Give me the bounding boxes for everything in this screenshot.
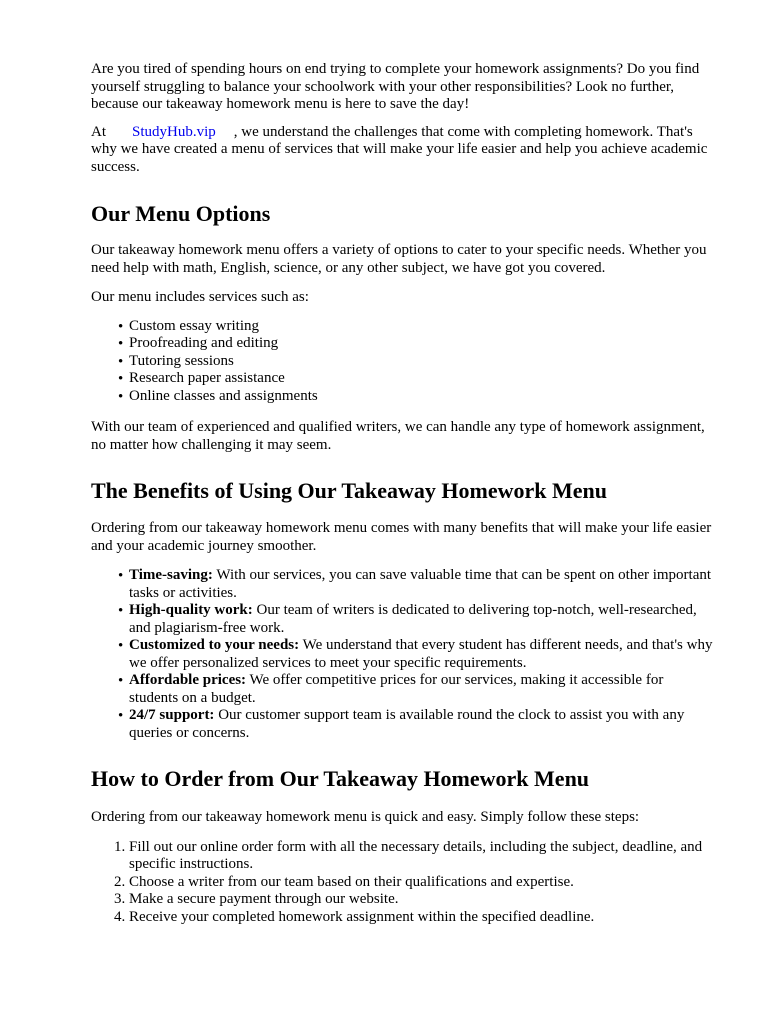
list-item <box>118 602 716 637</box>
benefits-intro-paragraph: Ordering from our takeaway homework menu comes with many benefits that will make your life easier and your academic journey smoother. <box>91 520 712 554</box>
benefit-label: Time-saving: <box>129 567 213 583</box>
benefit-label: Affordable prices: <box>129 672 247 688</box>
list-item <box>118 707 716 742</box>
benefit-text: Our team of writers is dedicated to delivering top-notch, well-researched, and plagiarism-free work. <box>129 602 697 636</box>
list-item: 4. Receive your completed homework assignment within the specified deadline. <box>129 909 716 927</box>
benefit-label: 24/7 support: <box>129 707 215 723</box>
list-item <box>118 637 716 672</box>
list-item <box>118 567 716 602</box>
heading-menu-options: Our Menu Options <box>91 201 271 226</box>
heading-how-to-order: How to Order from Our Takeaway Homework Menu <box>91 766 590 791</box>
list-item: • Custom essay writing <box>118 318 716 336</box>
benefit-label: High-quality work: <box>129 602 253 618</box>
list-item: • Proofreading and editing <box>118 335 716 353</box>
list-item <box>118 672 716 707</box>
list-item: 1. Fill out our online order form with all the necessary details, including the subject, deadline, and specific instructions. <box>129 839 716 874</box>
menu-list-lead: Our menu includes services such as: <box>91 289 309 305</box>
menu-services-list <box>91 318 716 406</box>
benefit-text: With our services, you can save valuable time that can be spent on other important tasks or activities. <box>129 567 712 601</box>
benefit-label: Customized to your needs: <box>129 637 300 653</box>
benefit-text: Our customer support team is available round the clock to assist you with any queries or concerns. <box>129 707 685 741</box>
intro-studyhub-paragraph <box>91 124 716 177</box>
intro-at-suffix: , we understand the challenges that come with completing homework. That's why we have created a menu of services that will make your life easier and help you achieve academic success. <box>91 123 708 175</box>
list-item: 2. Choose a writer from our team based on their qualifications and expertise. <box>129 874 716 892</box>
studyhub-link[interactable]: StudyHub.vip <box>132 123 216 140</box>
benefit-text: We offer competitive prices for our services, making it accessible for students on a budget. <box>129 672 664 706</box>
list-item: 3. Make a secure payment through our website. <box>129 891 716 909</box>
benefit-text: We understand that every student has different needs, and that's why we offer personalized services to meet your specific requirements. <box>129 637 713 671</box>
list-item: • Research paper assistance <box>118 370 716 388</box>
intro-paragraph: Are you tired of spending hours on end trying to complete your homework assignments? Do you find yourself struggling to balance your schoolwork with your other responsibilities? Look no further, because our takeaway homework menu is here to save the day! <box>91 61 700 112</box>
menu-writers-paragraph: With our team of experienced and qualified writers, we can handle any type of homework assignment, no matter how challenging it may seem. <box>91 419 705 453</box>
menu-intro-paragraph: Our takeaway homework menu offers a variety of options to cater to your specific needs. Whether you need help with math, English, science, or any other subject, we have got you covered. <box>91 242 707 276</box>
order-intro-paragraph: Ordering from our takeaway homework menu is quick and easy. Simply follow these steps: <box>91 809 640 825</box>
order-steps-list <box>91 839 716 927</box>
list-item: • Tutoring sessions <box>118 353 716 371</box>
benefits-list <box>91 567 716 742</box>
heading-benefits: The Benefits of Using Our Takeaway Homework Menu <box>91 478 608 503</box>
list-item: • Online classes and assignments <box>118 388 716 406</box>
intro-at-prefix: At <box>91 123 106 140</box>
